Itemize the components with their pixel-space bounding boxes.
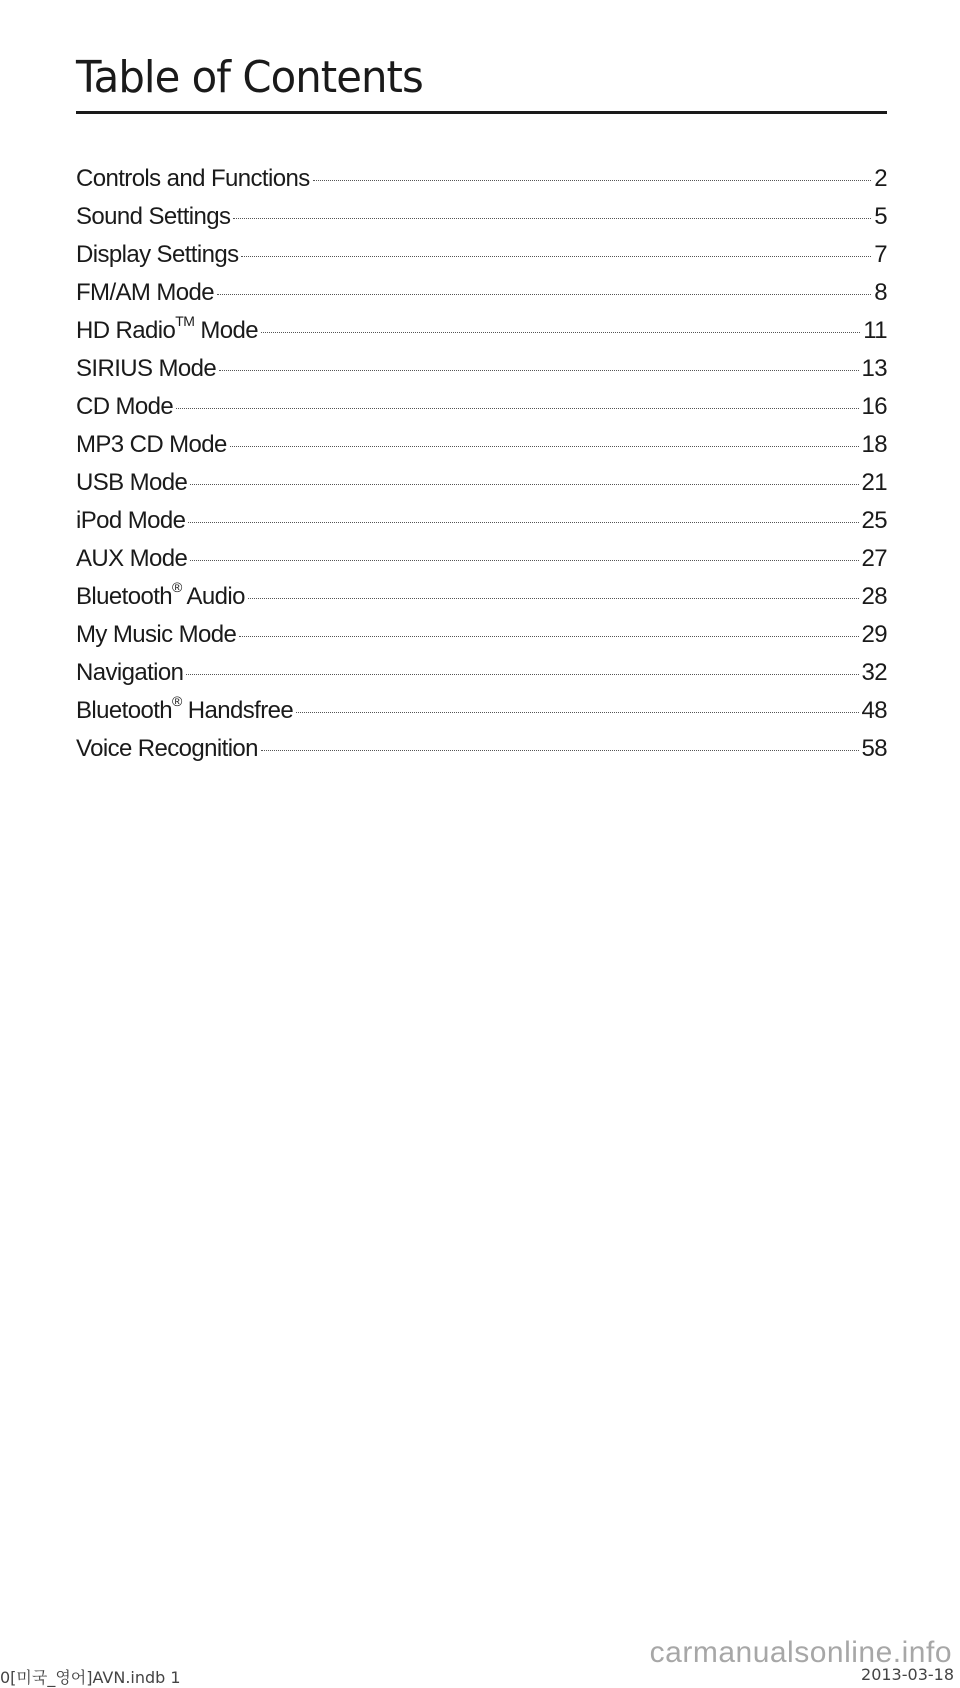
toc-entry-page: 13 bbox=[861, 355, 887, 382]
toc-entry-label: Sound Settings bbox=[76, 203, 231, 230]
toc-entry-label: Controls and Functions bbox=[76, 165, 310, 192]
footer-date: 2013-03-18 bbox=[861, 1665, 954, 1684]
toc-entry[interactable] bbox=[76, 312, 887, 350]
toc-entry-page: 32 bbox=[861, 659, 887, 686]
toc-dot-leader bbox=[313, 180, 872, 181]
toc-entry-page: 16 bbox=[861, 393, 887, 420]
toc-entry-label: Display Settings bbox=[76, 241, 239, 268]
title-divider bbox=[76, 111, 887, 114]
toc-dot-leader bbox=[261, 332, 860, 333]
toc-entry-page: 28 bbox=[861, 583, 887, 610]
toc-entry-label: Bluetooth® Handsfree bbox=[76, 693, 294, 724]
toc-entry-label: Voice Recognition bbox=[76, 735, 258, 762]
toc-entry[interactable] bbox=[76, 578, 887, 616]
toc-dot-leader bbox=[241, 256, 871, 257]
toc-dot-leader bbox=[248, 598, 859, 599]
toc-entry[interactable] bbox=[76, 616, 887, 654]
toc-entry[interactable] bbox=[76, 502, 887, 540]
watermark: carmanualsonline.info bbox=[649, 1636, 952, 1669]
toc-entry-label: Navigation bbox=[76, 659, 184, 686]
toc-entry-page: 7 bbox=[874, 241, 887, 268]
toc-entry[interactable] bbox=[76, 198, 887, 236]
toc-entry-page: 2 bbox=[874, 165, 887, 192]
toc-entry[interactable] bbox=[76, 388, 887, 426]
toc-dot-leader bbox=[296, 712, 858, 713]
toc-entry[interactable] bbox=[76, 236, 887, 274]
toc-entry[interactable] bbox=[76, 730, 887, 768]
toc-dot-leader bbox=[261, 750, 859, 751]
toc-entry-page: 27 bbox=[861, 545, 887, 572]
toc-entry-page: 8 bbox=[874, 279, 887, 306]
toc-entry-page: 5 bbox=[874, 203, 887, 230]
toc-entry-label: USB Mode bbox=[76, 469, 188, 496]
toc-entry[interactable] bbox=[76, 464, 887, 502]
toc-entry-page: 18 bbox=[861, 431, 887, 458]
toc-entry[interactable] bbox=[76, 540, 887, 578]
toc-entry-page: 11 bbox=[863, 317, 887, 344]
page-title: Table of Contents bbox=[76, 52, 423, 103]
toc-entry-page: 58 bbox=[861, 735, 887, 762]
toc-dot-leader bbox=[217, 294, 871, 295]
toc-entry[interactable] bbox=[76, 274, 887, 312]
toc-list bbox=[76, 160, 887, 768]
toc-entry[interactable] bbox=[76, 692, 887, 730]
toc-entry[interactable] bbox=[76, 160, 887, 198]
toc-entry-label: Bluetooth® Audio bbox=[76, 579, 245, 610]
toc-entry-label: MP3 CD Mode bbox=[76, 431, 227, 458]
toc-entry-label: CD Mode bbox=[76, 393, 174, 420]
toc-entry-label: SIRIUS Mode bbox=[76, 355, 217, 382]
toc-entry-label: HD Radio™ Mode bbox=[76, 313, 258, 344]
toc-entry-label: My Music Mode bbox=[76, 621, 237, 648]
toc-entry[interactable] bbox=[76, 426, 887, 464]
toc-dot-leader bbox=[239, 636, 858, 637]
toc-dot-leader bbox=[176, 408, 858, 409]
footer-file-info: 0[미국_영어]AVN.indb 1 bbox=[0, 1668, 181, 1687]
toc-entry-page: 21 bbox=[861, 469, 887, 496]
toc-entry-label: AUX Mode bbox=[76, 545, 188, 572]
toc-entry[interactable] bbox=[76, 654, 887, 692]
toc-dot-leader bbox=[190, 560, 858, 561]
toc-dot-leader bbox=[190, 484, 858, 485]
toc-dot-leader bbox=[186, 674, 858, 675]
toc-entry-label: iPod Mode bbox=[76, 507, 186, 534]
toc-entry-label: FM/AM Mode bbox=[76, 279, 215, 306]
toc-entry-page: 48 bbox=[861, 697, 887, 724]
toc-entry[interactable] bbox=[76, 350, 887, 388]
toc-entry-page: 25 bbox=[861, 507, 887, 534]
toc-dot-leader bbox=[230, 446, 859, 447]
toc-dot-leader bbox=[233, 218, 871, 219]
toc-entry-page: 29 bbox=[861, 621, 887, 648]
toc-dot-leader bbox=[219, 370, 858, 371]
toc-dot-leader bbox=[188, 522, 858, 523]
